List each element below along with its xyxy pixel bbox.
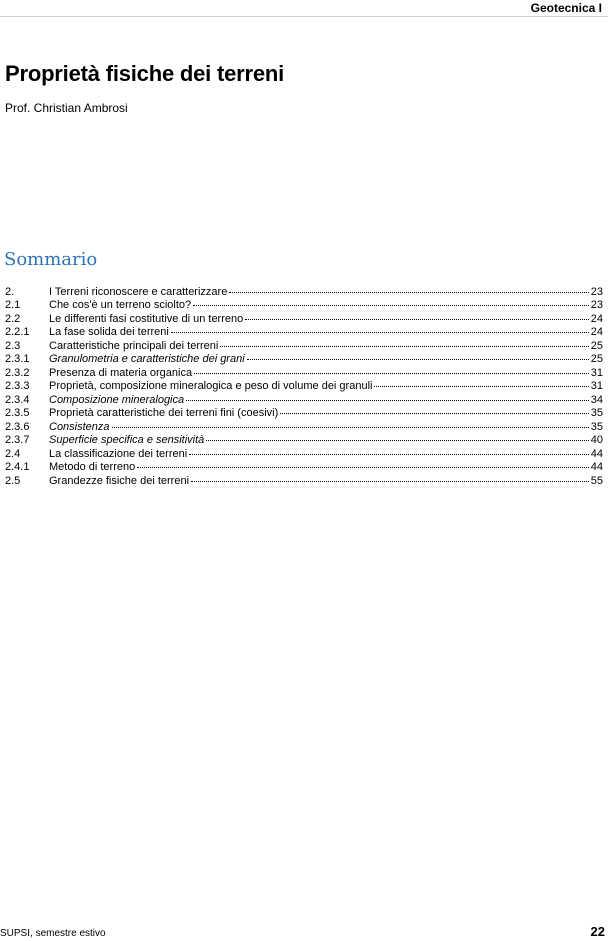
toc-entry-title: Proprietà, composizione mineralogica e peso di volume dei granuli xyxy=(49,380,373,392)
document-author: Prof. Christian Ambrosi xyxy=(5,101,128,115)
toc-dot-leader xyxy=(218,335,590,349)
toc-dot-leader xyxy=(192,362,591,376)
toc-entry-title: Le differenti fasi costitutive di un terreno xyxy=(49,312,244,325)
toc-dot-leader xyxy=(372,376,590,390)
toc-entry-page: 31 xyxy=(590,366,603,379)
toc-entry-title: Che cos'è un terreno sciolto? xyxy=(49,299,192,311)
toc-entry-page: 24 xyxy=(590,326,603,338)
footer-page-number: 22 xyxy=(590,924,605,939)
toc-entry-title: La classificazione dei terreni xyxy=(49,447,188,460)
footer-text: SUPSI, semestre estivo xyxy=(0,928,106,939)
toc-entry-page: 24 xyxy=(590,312,603,325)
toc-entry-page: 40 xyxy=(590,434,603,446)
document-title: Proprietà fisiche dei terreni xyxy=(5,61,285,86)
toc-entry-page: 23 xyxy=(590,285,603,298)
toc-entry-number: 2.3.7 xyxy=(5,434,30,446)
toc-entry-page: 23 xyxy=(590,299,603,311)
toc-entry-page: 34 xyxy=(590,393,603,406)
toc-entry-number: 2.3.6 xyxy=(5,420,30,433)
toc-entry-number: 2.1 xyxy=(5,299,21,311)
toc-entry-page: 35 xyxy=(590,407,603,419)
toc-entry-number: 2.3 xyxy=(5,339,21,352)
toc-entry-title: Granulometria e caratteristiche dei grani xyxy=(49,353,245,365)
toc-entry-page: 25 xyxy=(590,339,603,352)
toc-dot-leader xyxy=(278,403,590,417)
toc-entry-page: 25 xyxy=(590,353,603,365)
toc-entry-number: 2.4 xyxy=(5,447,21,460)
toc-entry-page: 55 xyxy=(590,474,603,487)
toc-dot-leader xyxy=(189,470,591,484)
toc-dot-leader xyxy=(227,281,590,295)
toc-entry-number: 2.3.3 xyxy=(5,380,30,392)
toc-dot-leader xyxy=(135,457,591,471)
toc-dot-leader xyxy=(187,443,591,457)
toc-entry-number: 2.3.1 xyxy=(5,353,30,365)
toc-entry-number: 2.4.1 xyxy=(5,461,30,473)
toc-dot-leader xyxy=(191,295,591,309)
toc-entry-number: 2.3.4 xyxy=(5,393,30,406)
toc-entry-title: Metodo di terreno xyxy=(49,461,136,473)
toc-entry-title: Grandezze fisiche dei terreni xyxy=(49,474,190,487)
toc-entry-title: I Terreni riconoscere e caratterizzare xyxy=(49,285,228,298)
toc-entry-number: 2.2.1 xyxy=(5,326,30,338)
toc-entry-title: Caratteristiche principali dei terreni xyxy=(49,339,219,352)
toc-entry-title: Superficie specifica e sensitività xyxy=(49,434,205,446)
toc-dot-leader xyxy=(110,416,591,430)
toc-entry-title: Consistenza xyxy=(49,420,110,433)
page-header-title: Geotecnica I xyxy=(530,1,602,15)
header-rule xyxy=(0,16,608,17)
toc-dot-leader xyxy=(184,389,591,403)
toc-entry-number: 2.3.2 xyxy=(5,366,30,379)
toc-entry[interactable] xyxy=(5,281,603,298)
toc-entry-title: La fase solida dei terreni xyxy=(49,326,169,338)
toc-entry-number: 2.3.5 xyxy=(5,407,30,419)
toc-dot-leader xyxy=(243,308,591,322)
toc-dot-leader xyxy=(204,430,590,444)
toc-entry-title: Presenza di materia organica xyxy=(49,366,193,379)
toc-entry-page: 31 xyxy=(590,380,603,392)
toc-entry-page: 35 xyxy=(590,420,603,433)
toc-entry-number: 2.2 xyxy=(5,312,21,325)
toc-dot-leader xyxy=(169,322,591,336)
toc-entry-page: 44 xyxy=(590,461,603,473)
toc-entry-page: 44 xyxy=(590,447,603,460)
toc-entry-number: 2.5 xyxy=(5,474,21,487)
toc-entry-title: Proprietà caratteristiche dei terreni fini (coesivi) xyxy=(49,407,279,419)
toc-heading: Sommario xyxy=(4,249,98,270)
table-of-contents xyxy=(5,281,603,487)
toc-dot-leader xyxy=(245,349,591,363)
toc-entry-number: 2. xyxy=(5,285,15,298)
toc-entry-title: Composizione mineralogica xyxy=(49,393,185,406)
